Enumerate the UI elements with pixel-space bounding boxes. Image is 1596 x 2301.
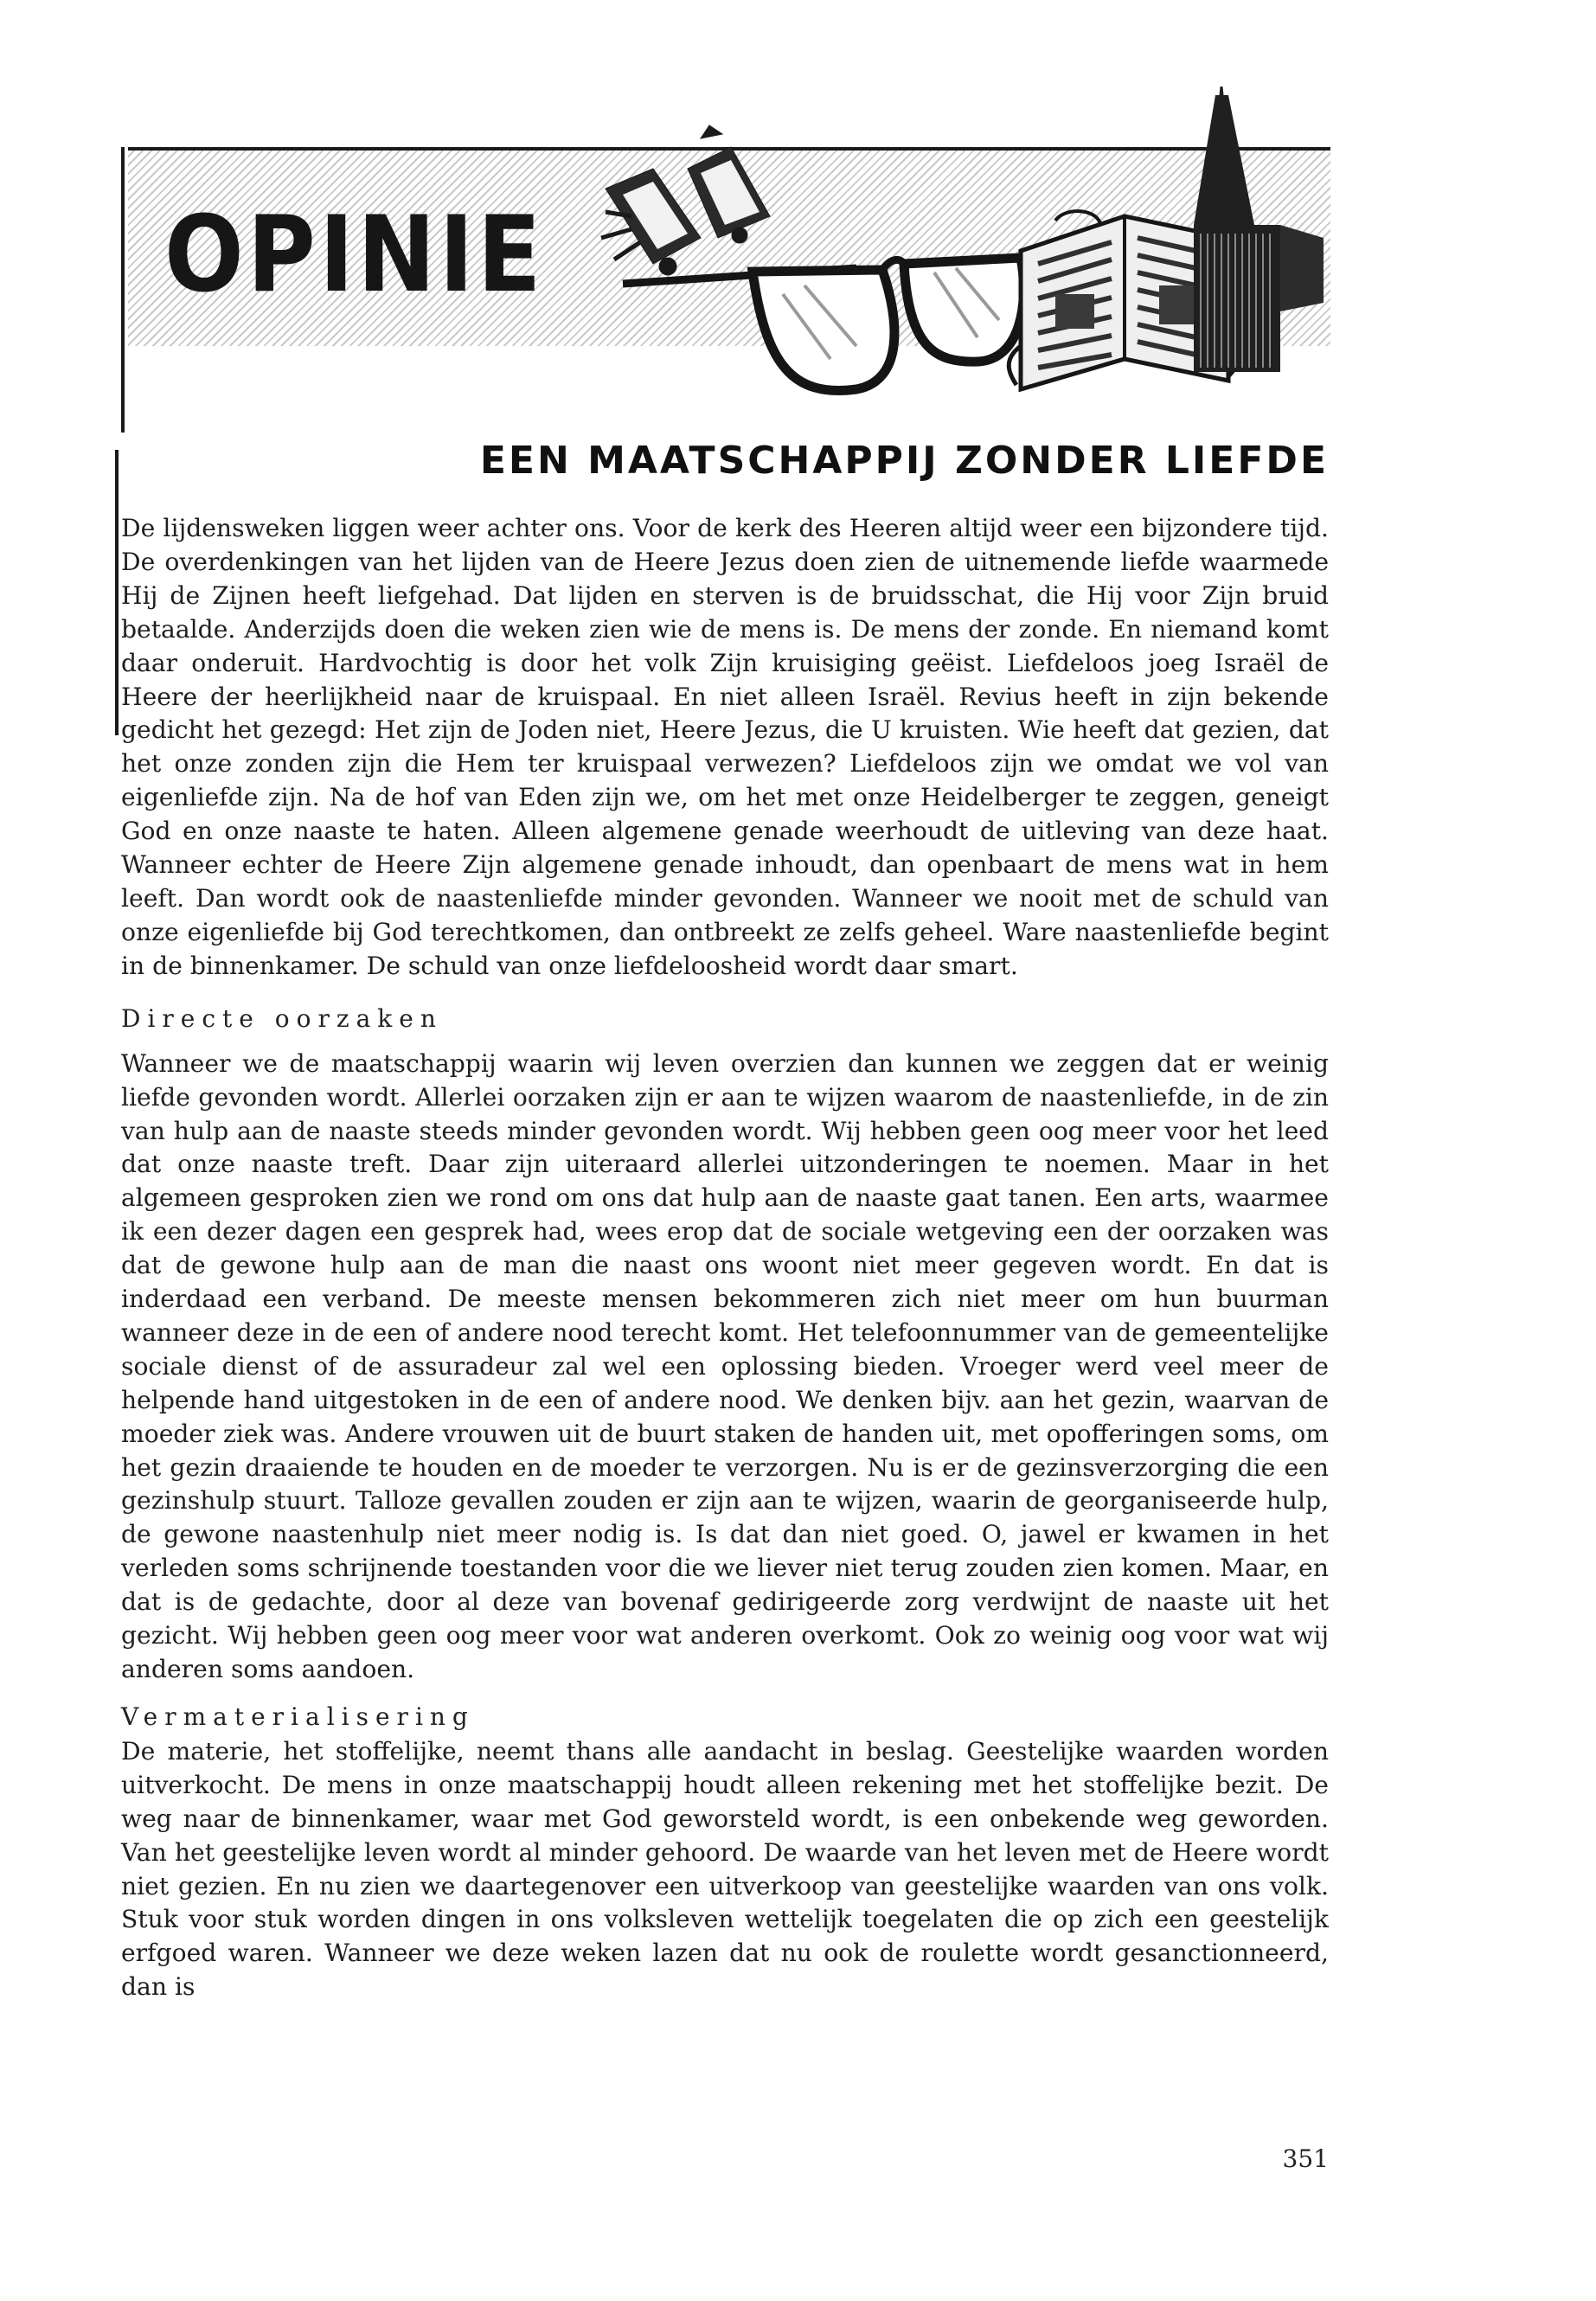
banner-left-rule — [121, 147, 125, 433]
eyeglasses-icon — [623, 258, 1023, 390]
section-label: OPINIE — [164, 194, 545, 316]
church-tower-icon — [1194, 87, 1324, 372]
section-heading-vermaterialisering: Vermaterialisering — [121, 1702, 475, 1731]
section-paragraph-vermaterialisering: De materie, het stoffelijke, neemt thans alle aandacht in beslag. Geestelijke waarden worden uitverkocht. De mens in onze maatschappij houdt alleen rekening met het stoffelijke bezit. De weg naar de binnenkamer, waar met God geworsteld wordt, is een onbekende weg geworden. Van het geestelijke leven wordt al minder gehoord. De waarde van het leven met de Heere wordt niet gezien. En nu zien we daartegenover een uitverkoop van geestelijke waarden van ons volk. Stuk voor stuk worden dingen in ons volksleven wettelijk toegelaten die op zich een geestelijk erfgoed waren. Wanneer we deze weken lazen dat nu ook de roulette wordt gesanctionneerd, dan is — [121, 1736, 1329, 2002]
section-paragraph-directe-oorzaken: Wanneer we de maatschappij waarin wij leven overzien dan kunnen we zeggen dat er weinig liefde gevonden wordt. Allerlei oorzaken zijn er aan te wijzen waarom de naastenliefde, in de zin van hulp aan de naaste steeds minder gevonden wordt. Wij hebben geen oog meer voor het leed dat onze naaste treft. Daar zijn uiteraard allerlei uitzonderingen te noemen. Maar in het algemeen gesproken zien we rond om ons dat hulp aan de naaste gaat tanen. Een arts, waarmee ik een dezer dagen een gesprek had, wees erop dat de sociale wetgeving een der oorzaken was dat de gewone hulp aan de man die naast ons woont niet meer gegeven wordt. En dat is inderdaad een verband. De meeste mensen bekommeren zich niet meer om hun buurman wanneer deze in de een of andere nood terecht komt. Het telefoonnummer van de gemeentelijke sociale dienst of de assuradeur zal wel een oplossing bieden. Vroeger werd veel meer de helpende hand uitgestoken in de een of andere nood. We denken bijv. aan het gezin, waarvan de moeder ziek was. Andere vrouwen uit de buurt staken de handen uit, met opofferingen soms, om het gezin draaiende te houden en de moeder te verzorgen. Nu is er de gezinsverzorging die een gezinshulp stuurt. Talloze gevallen zouden er zijn aan te wijzen, waarin de georganiseerde hulp, de gewone naastenhulp niet meer nodig is. Is dat dan niet goed. O, jawel er kwamen in het verleden soms schrijnende toestanden voor die we liever niet terug zouden zien komen. Maar, en dat is de gedachte, door al deze van bovenaf gedirigeerde zorg verdwijnt de naaste uit het gezicht. Wij hebben geen oog meer voor wat anderen overkomt. Ook zo weinig oog voor wat wij anderen soms aandoen. — [121, 1048, 1329, 1683]
bells-icon — [601, 125, 770, 275]
banner-illustration — [571, 87, 1332, 441]
opinie-banner — [121, 121, 1332, 407]
article-body — [121, 512, 1329, 2004]
page-number: 351 — [1282, 2144, 1329, 2173]
intro-paragraph: De lijdensweken liggen weer achter ons. Voor de kerk des Heeren altijd weer een bijzondere tijd. De overdenkingen van het lijden van de Heere Jezus doen zien de uitnemende liefde waarmede Hij de Zijnen heeft liefgehad. Dat lijden en sterven is de bruidsschat, die Hij voor Zijn bruid betaalde. Anderzijds doen die weken zien wie de mens is. De mens der zonde. En niemand komt daar onderuit. Hardvochtig is door het volk Zijn kruisiging geëist. Liefdeloos joeg Israël de Heere der heerlijkheid naar de kruispaal. En niet alleen Israël. Revius heeft in zijn bekende gedicht het gezegd: Het zijn de Joden niet, Heere Jezus, die U kruisten. Wie heeft dat gezien, dat het onze zonden zijn die Hem ter kruispaal verwezen? Liefdeloos zijn we omdat we vol van eigenliefde zijn. Na de hof van Eden zijn we, om het met onze Heidelberger te zeggen, geneigt God en onze naaste te haten. Alleen algemene genade weerhoudt de uitleving van deze haat. Wanneer echter de Heere Zijn algemene genade inhoudt, dan openbaart de mens wat in hem leeft. Dan wordt ook de naastenliefde minder gevonden. Wanneer we nooit met de schuld van onze eigenliefde bij God terechtkomen, dan ontbreekt ze zelfs geheel. Ware naastenliefde begint in de binnenkamer. De schuld van onze liefdeloosheid wordt daar smart. — [121, 514, 1329, 980]
column-left-rule — [115, 450, 119, 735]
article-title: EEN MAATSCHAPPIJ ZONDER LIEFDE — [479, 439, 1329, 484]
section-heading-directe-oorzaken: Directe oorzaken — [121, 1003, 443, 1033]
